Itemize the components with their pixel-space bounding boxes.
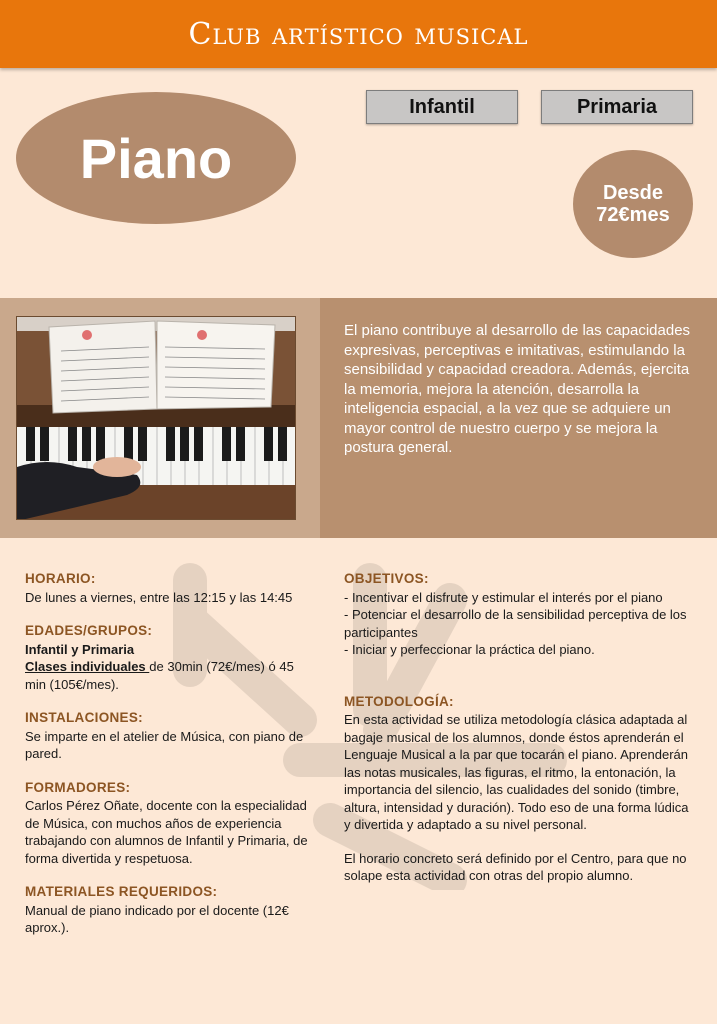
tag-infantil: Infantil (366, 90, 518, 124)
section-formadores (25, 779, 315, 868)
right-column (344, 570, 689, 901)
horario-heading: HORARIO: (25, 571, 96, 586)
page-header (0, 0, 717, 68)
objetivos-heading: OBJETIVOS: (344, 571, 429, 586)
section-horario (25, 570, 315, 606)
intro-text: El piano contribuye al desarrollo de las capacidades expresivas, perceptivas e imitativas, estimulando la sensibilidad y capacidad creadora. Además, ejercita la memoria, mejora la atención, desarrolla la inteligencia espacial, a la vez que se adquiere un mayor control de nuestro cuerpo y se mejora la postura general. (344, 322, 691, 456)
formadores-heading: FORMADORES: (25, 779, 131, 795)
section-materiales (25, 883, 315, 937)
objetivos-item: - Potenciar el desarrollo de la sensibilidad perceptiva de los participantes (344, 607, 687, 640)
piano-photo (16, 316, 296, 520)
edades-groups: Infantil y Primaria (25, 641, 135, 657)
objetivos-item: - Incentivar el disfrute y estimular el interés por el piano (344, 589, 663, 605)
music-book-icon (49, 321, 275, 413)
page-title: Club artístico musical (188, 16, 529, 52)
edades-detail (25, 658, 315, 693)
clases-individuales-link: Clases individuales (25, 659, 150, 674)
tag-primaria: Primaria (541, 90, 693, 124)
left-column (25, 570, 315, 953)
activity-title-oval (16, 92, 296, 224)
metodologia-heading: METODOLOGÍA: (344, 693, 454, 709)
piano-illustration (17, 317, 296, 520)
formadores-text: Carlos Pérez Oñate, docente con la especialidad de Música, con muchos años de experiencia trabajando con alumnos de Infantil y Primaria, de forma divertida y respetuosa. (25, 798, 308, 866)
metodologia-paragraph-1: En esta actividad se utiliza metodología clásica adaptada al bagaje musical de los alumnos, donde éstos aprenderán el Lenguaje Musical a la par que tocarán el piano. Aprenderán las notas musicales, las figuras, el ritmo, la entonación, la importancia del silencio, las cualidades del sonido (timbre, altura, intensidad y duración). Todo eso de una forma lúdica y divertida y adaptado a su nivel personal. (344, 712, 689, 832)
metodologia-paragraph-2: El horario concreto será definido por el Centro, para que no solape esta actividad con otras del propio alumno. (344, 850, 687, 883)
activity-title: Piano (79, 126, 233, 190)
section-edades (25, 622, 315, 693)
edades-text: de 30min (72€/mes) ó 45 min (105€/mes). (25, 659, 294, 692)
edades-heading: EDADES/GRUPOS: (25, 623, 153, 638)
instalaciones-text: Se imparte en el atelier de Música, con piano de pared. (25, 728, 304, 761)
section-metodologia (344, 693, 689, 885)
price-value: 72€mes (596, 204, 670, 226)
section-objetivos (344, 570, 689, 659)
horario-text: De lunes a viernes, entre las 12:15 y las 14:45 (25, 589, 293, 605)
section-instalaciones (25, 709, 315, 763)
objetivos-item: - Iniciar y perfeccionar la práctica del piano. (344, 642, 595, 657)
instalaciones-heading: INSTALACIONES: (25, 710, 143, 725)
price-prefix: Desde (602, 182, 664, 204)
materiales-heading: MATERIALES REQUERIDOS: (25, 884, 218, 899)
price-badge (573, 150, 693, 258)
materiales-text: Manual de piano indicado por el docente (12€ aprox.). (25, 902, 289, 935)
